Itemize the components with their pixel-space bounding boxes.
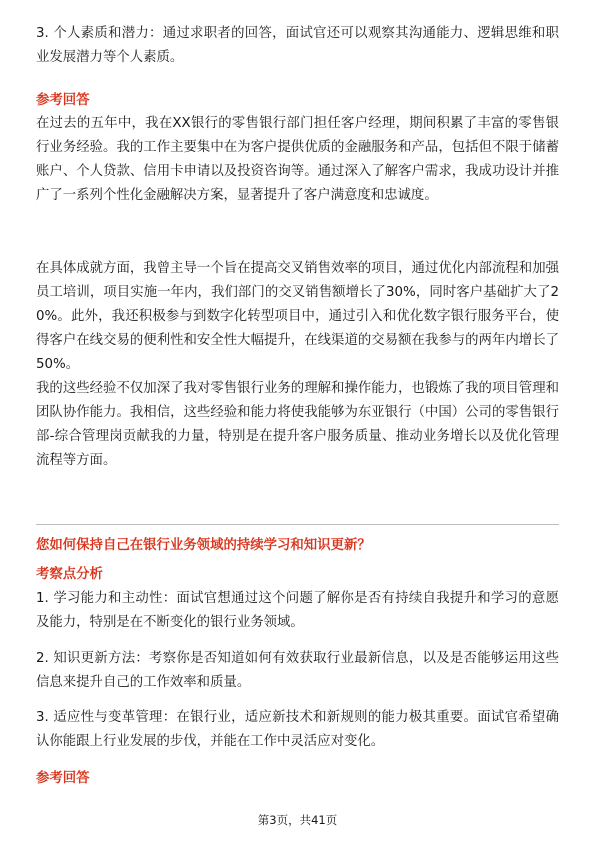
analysis-heading: 考察点分析 <box>36 567 103 582</box>
reference-answer-heading-2: 参考回答 <box>36 771 90 786</box>
answer-paragraph-1: 在过去的五年中，我在XX银行的零售银行部门担任客户经理，期间积累了丰富的零售银行业务经验。我的工作主要集中在为客户提供优质的金融服务和产品，包括但不限于储蓄账户、个人贷款、信用卡申请以及投资咨询等。通过深入了解客户需求，我成功设计并推广了一系列个性化金融解决方案，显著提升了客户满意度和忠诚度。 <box>36 116 559 203</box>
analysis-point-3b: 3. 适应性与变革管理：在银行业，适应新技术和新规则的能力极其重要。面试官希望确认你能跟上行业发展的步伐，并能在工作中灵活应对变化。 <box>36 710 559 749</box>
reference-answer-heading: 参考回答 <box>36 93 90 108</box>
analysis-point-3: 3. 个人素质和潜力：通过求职者的回答，面试官还可以观察其沟通能力、逻辑思维和职业发展潜力等个人素质。 <box>36 26 559 65</box>
page-number: 第3页，共41页 <box>257 813 338 827</box>
analysis-point-1: 1. 学习能力和主动性：面试官想通过这个问题了解你是否有持续自我提升和学习的意愿及能力，特别是在不断变化的银行业务领域。 <box>36 591 559 630</box>
question-title: 您如何保持自己在银行业务领域的持续学习和知识更新？ <box>36 538 371 553</box>
answer-paragraph-2: 在具体成就方面，我曾主导一个旨在提高交叉销售效率的项目，通过优化内部流程和加强员工培训，项目实施一年内，我们部门的交叉销售额增长了30%，同时客户基础扩大了20%。此外，我还积极参与到数字化转型项目中，通过引入和优化数字银行服务平台，使得客户在线交易的便利性和安全性大幅提升，在线渠道的交易额在我参与的两年内增长了50%。 <box>36 261 559 372</box>
analysis-point-2: 2. 知识更新方法：考察你是否知道如何有效获取行业最新信息，以及是否能够运用这些信息来提升自己的工作效率和质量。 <box>36 651 559 690</box>
answer-paragraph-3: 我的这些经验不仅加深了我对零售银行业务的理解和操作能力，也锻炼了我的项目管理和团队协作能力。我相信，这些经验和能力将使我能够为东亚银行（中国）公司的零售银行部-综合管理岗贡献我的力量，特别是在提升客户服务质量、推动业务增长以及优化管理流程等方面。 <box>36 381 559 468</box>
section-divider <box>36 524 559 525</box>
